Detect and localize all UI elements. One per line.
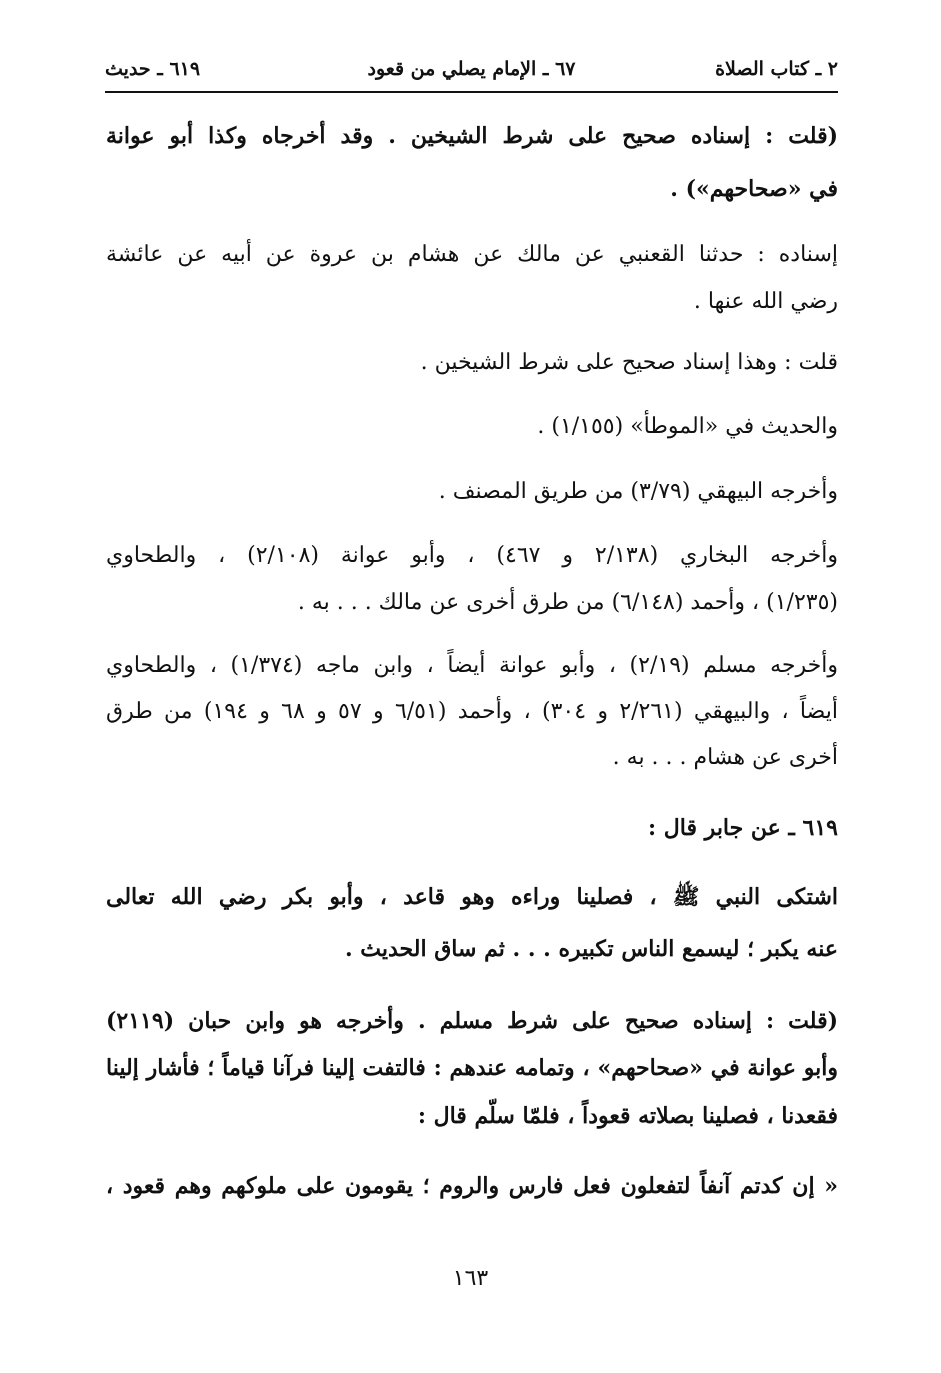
header-chapter-title: ٦٧ ـ الإمام يصلي من قعود bbox=[367, 58, 576, 80]
hadith-heading: ٦١٩ ـ عن جابر قال : bbox=[648, 815, 838, 841]
text-line: وأبو عوانة في «صحاحهم» ، وتمامه عندهم : فالتفت إلينا فرآنا قياماً ؛ فأشار إلينا bbox=[106, 1055, 838, 1081]
text-line: (قلت : إسناده صحيح على شرط الشيخين . وقد أخرجاه وكذا أبو عوانة bbox=[106, 123, 838, 149]
header-book-title: ٢ ـ كتاب الصلاة bbox=[715, 58, 838, 80]
text-line: وأخرجه البخاري (٢/١٣٨ و ٤٦٧) ، وأبو عوانة (٢/١٠٨) ، والطحاوي bbox=[106, 543, 839, 568]
header-rule bbox=[105, 91, 838, 93]
hadith-text-line: عنه يكبر ؛ ليسمع الناس تكبيره . . . ثم ساق الحديث . bbox=[344, 936, 838, 962]
text-line: والحديث في «الموطأ» (١/١٥٥) . bbox=[537, 414, 838, 439]
text-line: وأخرجه مسلم (٢/١٩) ، وأبو عوانة أيضاً ، وابن ماجه (١/٣٧٤) ، والطحاوي bbox=[106, 653, 838, 678]
text-line: فقعدنا ، فصلينا بصلاته قعوداً ، فلمّا سلّم قال : bbox=[417, 1103, 838, 1129]
text-line: وأخرجه البيهقي (٣/٧٩) من طريق المصنف . bbox=[438, 479, 838, 504]
text-line: « إن كدتم آنفاً لتفعلون فعل فارس والروم ؛ يقومون على ملوكهم وهم قعود ، bbox=[106, 1173, 838, 1199]
header-hadith-number: ٦١٩ ـ حديث bbox=[105, 58, 201, 80]
running-header bbox=[105, 58, 838, 92]
hadith-text-line: اشتكى النبي ﷺ ، فصلينا وراءه وهو قاعد ، وأبو بكر رضي الله تعالى bbox=[106, 884, 838, 910]
text-line: (قلت : إسناده صحيح على شرط مسلم . وأخرجه هو وابن حبان (٢١١٩) bbox=[106, 1008, 838, 1034]
text-line: في «صحاحهم») . bbox=[670, 176, 838, 202]
text-line: إسناده : حدثنا القعنبي عن مالك عن هشام بن عروة عن أبيه عن عائشة bbox=[106, 242, 838, 267]
text-line: قلت : وهذا إسناد صحيح على شرط الشيخين . bbox=[420, 350, 838, 375]
text-line: أيضاً ، والبيهقي (٢/٢٦١ و ٣٠٤) ، وأحمد (٦/٥١ و ٥٧ و ٦٨ و ١٩٤) من طرق bbox=[106, 699, 838, 724]
page-number: ١٦٣ bbox=[452, 1266, 489, 1291]
text-line: أخرى عن هشام . . . به . bbox=[612, 745, 838, 770]
text-line: (١/٢٣٥) ، وأحمد (٦/١٤٨) من طرق أخرى عن مالك . . . به . bbox=[297, 590, 838, 615]
text-line: رضي الله عنها . bbox=[693, 289, 838, 314]
